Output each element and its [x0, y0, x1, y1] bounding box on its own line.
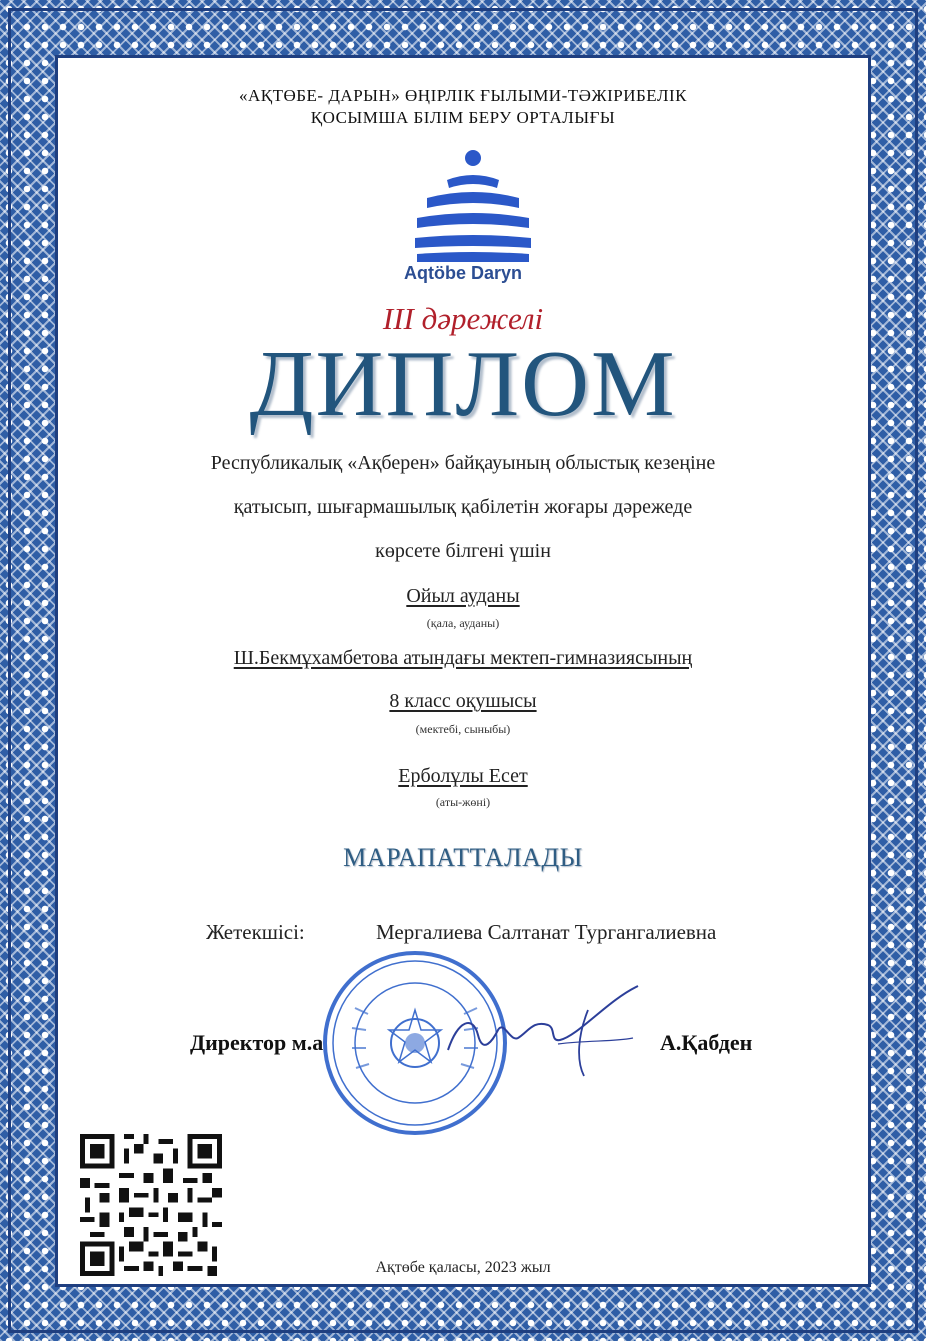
reason-line-2: қатысып, шығармашылық қабілетін жоғары дәрежеде	[233, 496, 693, 518]
school-caption: (мектебі, сыныбы)	[415, 722, 511, 736]
school-field	[58, 647, 868, 670]
signature-icon	[438, 980, 648, 1080]
footer-place-year: Ақтөбе қаласы, 2023 жыл	[375, 1259, 551, 1276]
student-field	[58, 765, 868, 788]
district-value: Ойыл ауданы	[406, 585, 520, 607]
reason-line-3: көрсете білгені үшін	[375, 540, 551, 562]
student-name: Ерболұлы Есет	[398, 765, 528, 787]
leader-label: Жетекшісі:	[206, 920, 305, 944]
grade-field	[58, 690, 868, 713]
organization-line-2: ҚОСЫМША БІЛІМ БЕРУ ОРТАЛЫҒЫ	[310, 108, 616, 127]
diploma-title: ДИПЛОМ	[249, 332, 677, 436]
director-name: А.Қабден	[660, 1030, 753, 1055]
leader-name: Мергалиева Салтанат Тургангалиевна	[376, 920, 717, 944]
organization-line-1: «АҚТӨБЕ- ДАРЫН» ӨҢІРЛІК ҒЫЛЫМИ-ТӘЖІРИБЕЛІК	[239, 86, 687, 105]
logo-text: Aqtöbe Daryn	[403, 263, 522, 283]
award-heading: МАРАПАТТАЛАДЫ	[343, 843, 583, 872]
organization-name	[58, 85, 868, 129]
school-value: Ш.Бекмұхамбетова атындағы мектеп-гимназиясының	[233, 647, 693, 669]
student-caption: (аты-жөні)	[435, 795, 491, 809]
degree-label: III дәрежелі	[382, 301, 544, 336]
diploma-sheet	[58, 58, 868, 1284]
daryn-logo-icon	[413, 150, 533, 262]
district-caption: (қала, ауданы)	[426, 616, 500, 630]
award-reason	[58, 441, 868, 573]
qr-code	[80, 1134, 222, 1276]
district-field	[58, 585, 868, 608]
reason-line-1: Республикалық «Ақберен» байқауының облыстық кезеңіне	[210, 452, 716, 474]
director-label: Директор м.а	[190, 1030, 324, 1055]
grade-value: 8 класс оқушысы	[389, 690, 537, 712]
